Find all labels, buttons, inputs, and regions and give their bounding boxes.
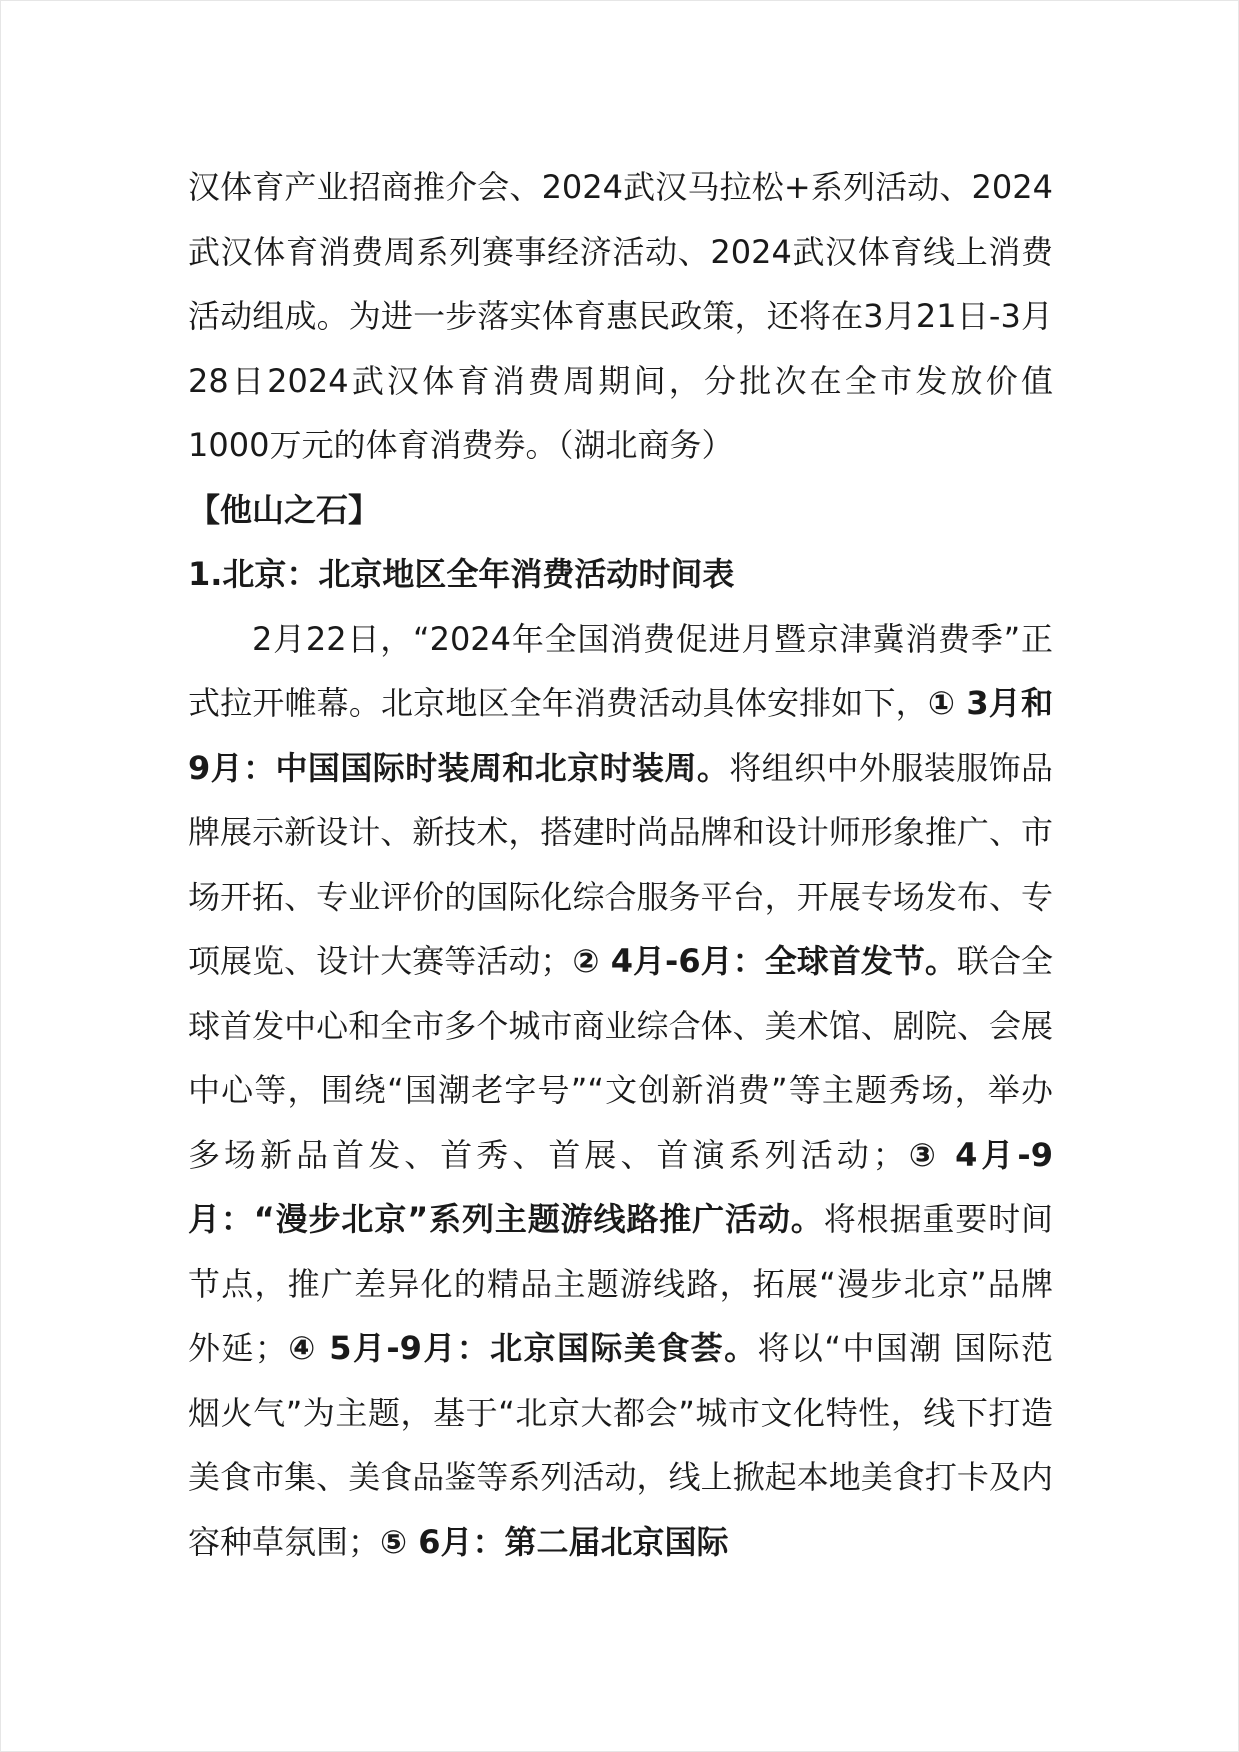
section-title: 【他山之石】 [188, 490, 381, 529]
text-item-1: 将组织中外服装服饰品牌展示新设计、新技术，搭建时尚品牌和设计师形象推广、市场开拓、专业评价的国际化综合服务平台，开展专场发布、专项展览、设计大赛等活动； [188, 748, 1053, 980]
paragraph-beijing-schedule [188, 607, 1053, 1575]
item-3-walking-beijing: ③ 4月-9月：“漫步北京”系列主题游线路推广活动。 [188, 1135, 1053, 1238]
text-intro: 2月22日，“2024年全国消费促进月暨京津冀消费季”正式拉开帷幕。北京地区全年消费活动具体安排如下， [188, 619, 1053, 722]
item-4-food-festival: ④ 5月-9月：北京国际美食荟。 [286, 1329, 758, 1367]
document-body [188, 155, 1053, 1574]
paragraph-wuhan-sports: 汉体育产业招商推介会、2024武汉马拉松+系列活动、2024武汉体育消费周系列赛事经济活动、2024武汉体育线上消费活动组成。为进一步落实体育惠民政策，还将在3月21日-3月28日2024武汉体育消费周期间，分批次在全市发放价值1000万元的体育消费券。（湖北商务） [188, 168, 1053, 464]
text-item-2: 联合全球首发中心和全市多个城市商业综合体、美术馆、剧院、会展中心等，围绕“国潮老字号”“文创新消费”等主题秀场，举办多场新品首发、首秀、首展、首演系列活动； [188, 942, 1053, 1174]
text-item-3: 将根据重要时间节点，推广差异化的精品主题游线路，拓展“漫步北京”品牌外延； [188, 1200, 1053, 1367]
item-2-global-debut: ② 4月-6月：全球首发节。 [572, 942, 957, 980]
item-1-fashion-week: ① 3月和9月：中国国际时装周和北京时装周。 [188, 684, 1053, 787]
subsection-title-beijing: 1.北京：北京地区全年消费活动时间表 [188, 555, 735, 593]
item-5-beijing-international: ⑤ 6月：第二届北京国际 [380, 1522, 729, 1561]
text-item-4: 将以“中国潮 国际范 烟火气”为主题，基于“北京大都会”城市文化特性，线下打造美食市集、美食品鉴等系列活动，线上掀起本地美食打卡及内容种草氛围； [188, 1329, 1053, 1561]
